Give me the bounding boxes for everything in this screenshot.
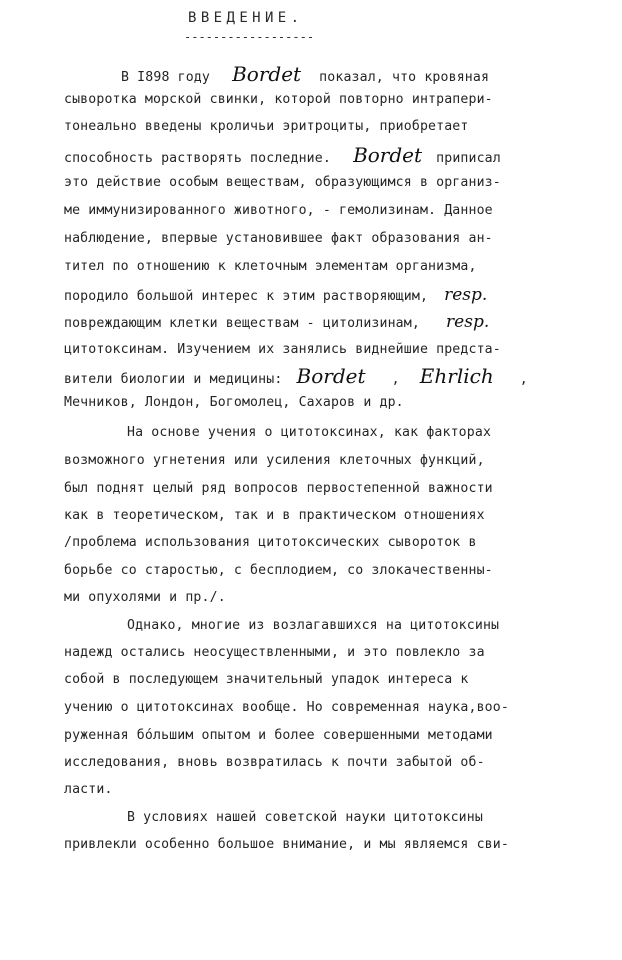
text-line: В условиях нашей советской науки цитотоксины	[127, 810, 483, 825]
text-segment: повреждающим клетки веществам - цитолизинам,	[64, 316, 420, 331]
text-line: цитотоксинам. Изучением их занялись виднейшие предста-	[64, 342, 501, 357]
text-line: был поднят целый ряд вопросов первостепенной важности	[64, 481, 493, 496]
text-segment: приписал	[436, 151, 501, 166]
text-line: Мечников, Лондон, Богомолец, Сахаров и др.	[64, 395, 404, 410]
text-line: наблюдение, впервые установившее факт образования ан-	[64, 231, 493, 246]
handwritten-name: Bordet	[296, 364, 366, 388]
text-line: исследования, вновь возвратилась к почти забытой об-	[64, 755, 485, 770]
text-segment: В I898 году	[121, 70, 210, 85]
text-line: /проблема использования цитотоксических сывороток в	[64, 535, 477, 550]
text-segment: ,	[391, 372, 400, 387]
text-line: ме иммунизированного животного, - гемолизинам. Данное	[64, 203, 493, 218]
text-line: тител по отношению к клеточным элементам организма,	[64, 259, 477, 274]
text-line	[121, 64, 489, 88]
text-line	[64, 312, 489, 334]
text-segment: способность растворять последние.	[64, 151, 331, 166]
handwritten-name: Ehrlich	[419, 364, 494, 388]
text-line: тонеально введены кроличьи эритроциты, приобретает	[64, 119, 469, 134]
text-line: сыворотка морской свинки, которой повторно интрапери-	[64, 92, 493, 107]
text-line	[64, 285, 487, 307]
text-segment: породило большой интерес к этим растворяющим,	[64, 289, 429, 304]
handwritten-word: resp.	[444, 285, 488, 305]
text-line: это действие особым веществам, образующимся в организ-	[64, 175, 501, 190]
text-line: учению о цитотоксинах вообще. Но современная наука,воо-	[64, 700, 509, 715]
text-segment: ,	[519, 372, 528, 387]
text-line: борьбе со старостью, с бесплодием, со злокачественны-	[64, 563, 493, 578]
text-line: как в теоретическом, так и в практическом отношениях	[64, 508, 485, 523]
text-line: руженная бо́льшим опытом и более совершенными методами	[64, 728, 493, 743]
text-line: ласти.	[64, 782, 113, 797]
handwritten-name: Bordet	[232, 62, 302, 86]
text-line: собой в последующем значительный упадок интереса к	[64, 672, 469, 687]
document-heading: ВВЕДЕНИЕ.	[188, 10, 304, 26]
text-line: ми опухолями и пр./.	[64, 590, 226, 605]
text-line: Однако, многие из возлагавшихся на цитотоксины	[127, 618, 500, 633]
text-line: возможного угнетения или усиления клеточных функций,	[64, 453, 485, 468]
text-line	[64, 145, 501, 169]
text-line: На основе учения о цитотоксинах, как факторах	[127, 425, 492, 440]
text-line: надежд остались неосуществленными, и это повлекло за	[64, 645, 485, 660]
heading-underline: ------------------	[184, 30, 315, 44]
handwritten-word: resp.	[446, 312, 490, 332]
text-line: привлекли особенно большое внимание, и мы являемся сви-	[64, 837, 509, 852]
text-line	[64, 366, 528, 390]
text-segment: вители биологии и медицины:	[64, 372, 283, 387]
handwritten-name: Bordet	[353, 143, 423, 167]
text-segment: показал, что кровяная	[319, 70, 490, 85]
